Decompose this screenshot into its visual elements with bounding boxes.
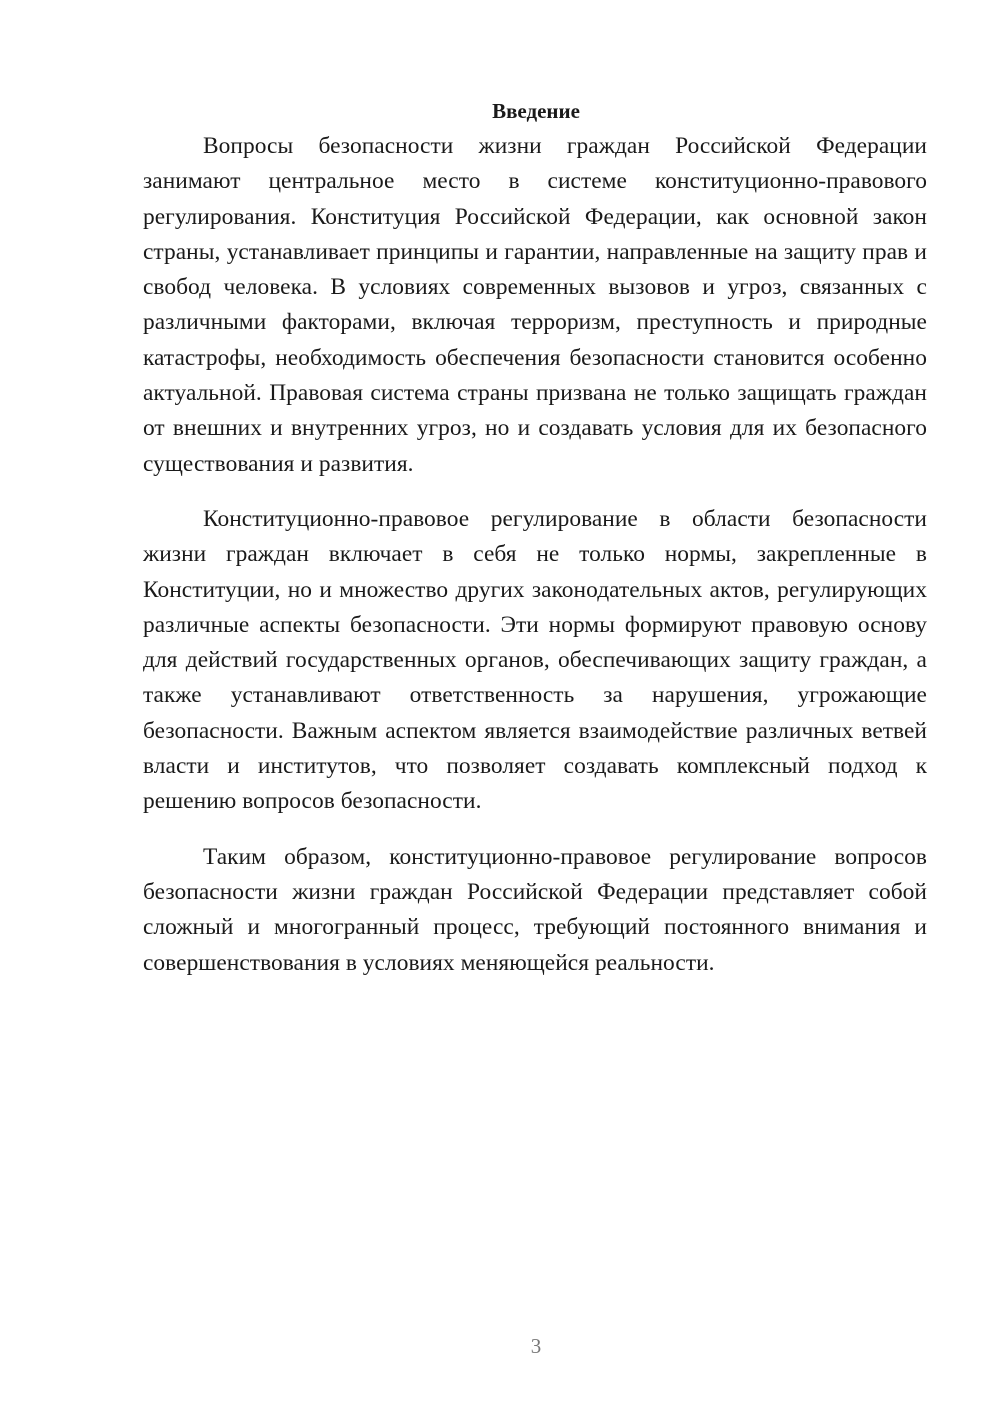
paragraph-2: Конституционно-правовое регулирование в области безопасности жизни граждан включает в себя не только нормы, закрепленные в Конституции, но и множество других законодательных актов, регулирующих различные аспекты безопасности. Эти нормы формируют правовую основу для действий государственных органов, обеспечивающих защиту граждан, а также устанавливают ответственность за нарушения, угрожающие безопасности. Важным аспектом является взаимодействие различных ветвей власти и институтов, что позволяет создавать комплексный подход к решению вопросов безопасности. bbox=[143, 505, 927, 815]
section-heading: Введение bbox=[492, 99, 580, 123]
page-number: 3 bbox=[530, 1334, 542, 1358]
page-content bbox=[143, 96, 927, 981]
paragraph-3: Таким образом, конституционно-правовое регулирование вопросов безопасности жизни граждан Российской Федерации представляет собой сложный и многогранный процесс, требующий постоянного внимания и совершенствования в условиях меняющейся реальности. bbox=[143, 843, 927, 976]
paragraph-1: Вопросы безопасности жизни граждан Российской Федерации занимают центральное место в системе конституционно-правового регулирования. Конституция Российской Федерации, как основной закон страны, устанавливает принципы и гарантии, направленные на защиту прав и свобод человека. В условиях современных вызовов и угроз, связанных с различными факторами, включая терроризм, преступность и природные катастрофы, необходимость обеспечения безопасности становится особенно актуальной. Правовая система страны призвана не только защищать граждан от внешних и внутренних угроз, но и создавать условия для их безопасного существования и развития. bbox=[143, 133, 927, 477]
